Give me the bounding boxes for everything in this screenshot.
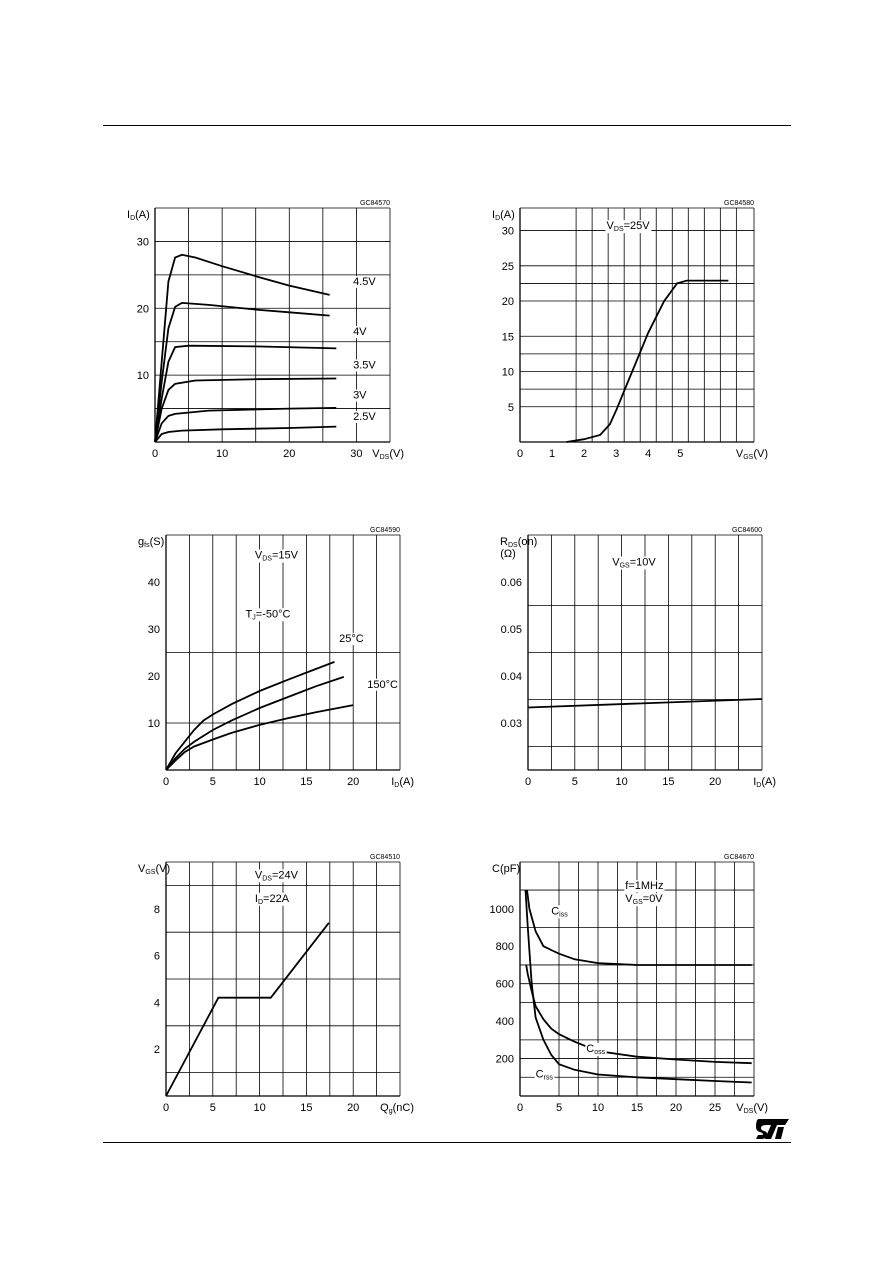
figure-code: GC84580	[724, 200, 754, 207]
y-tick-label: 0.04	[500, 671, 522, 683]
x-tick-label: 30	[350, 448, 363, 460]
x-tick-label: 10	[216, 448, 229, 460]
curve-annotation: VGS=10V	[612, 556, 656, 570]
y-tick-label: 25	[501, 260, 514, 273]
y-tick-label: 800	[495, 941, 514, 954]
x-tick-label: 20	[347, 776, 360, 788]
series-line	[155, 303, 330, 442]
x-axis-label: ID(A)	[753, 776, 776, 789]
chart-transconductance	[138, 527, 414, 789]
x-tick-label: 5	[209, 1102, 216, 1114]
y-tick-label: 2	[153, 1044, 160, 1057]
curve-annotation: 150°C	[367, 678, 398, 691]
y-tick-label: 200	[495, 1053, 514, 1066]
y-tick-label: 0.03	[500, 718, 522, 730]
curve-annotation: f=1MHz	[625, 880, 664, 893]
series-line	[526, 965, 752, 1063]
y-tick-label: 30	[147, 624, 160, 636]
x-tick-label: 15	[630, 1102, 644, 1114]
x-tick-label: 0	[162, 776, 170, 788]
y-tick-label: 400	[495, 1016, 514, 1029]
y-tick-label: 5	[507, 401, 514, 414]
x-tick-label: 0	[151, 448, 159, 460]
x-tick-label: 3	[613, 448, 620, 460]
x-tick-label: 0	[516, 1102, 524, 1114]
x-tick-label: 15	[300, 776, 313, 788]
x-tick-label: 4	[645, 448, 652, 460]
x-tick-label: 5	[677, 448, 684, 460]
x-tick-label: 15	[300, 1102, 313, 1114]
y-tick-label: 1000	[489, 903, 514, 916]
y-tick-label: 10	[147, 718, 160, 730]
curve-annotation: ID=22A	[254, 892, 290, 906]
curve-annotation: 3V	[353, 389, 367, 402]
x-axis-label: ID(A)	[391, 776, 414, 789]
x-tick-label: 10	[615, 776, 628, 788]
x-tick-label: 20	[347, 1102, 360, 1114]
st-logo	[755, 1117, 791, 1141]
y-tick-label: 0.06	[500, 577, 522, 589]
y-tick-label: 600	[495, 978, 514, 991]
curve-annotation: TJ=-50°C	[245, 608, 291, 622]
x-axis-label: VDS(V)	[372, 448, 404, 461]
curve-annotation: 4.5V	[353, 275, 376, 288]
x-tick-label: 20	[709, 776, 722, 788]
figure-code: GC84670	[724, 854, 754, 861]
curve-annotation: Crss	[535, 1068, 553, 1082]
y-tick-label: 15	[501, 331, 514, 344]
y-tick-label: 20	[147, 671, 160, 683]
y-axis-label: C(pF)	[492, 863, 521, 875]
curve-annotation: VGS=0V	[625, 893, 663, 907]
x-axis-label: VDS(V)	[736, 1102, 768, 1115]
x-tick-label: 20	[669, 1102, 683, 1114]
y-axis-unit: (Ω)	[500, 548, 516, 560]
x-tick-label: 15	[662, 776, 675, 788]
curve-annotation: VDS=15V	[254, 549, 298, 563]
x-tick-label: 10	[253, 776, 266, 788]
y-axis-label: ID(A)	[127, 209, 150, 222]
figure-code: GC84600	[732, 527, 762, 534]
y-tick-label: 4	[153, 997, 160, 1010]
y-tick-label: 30	[136, 236, 149, 249]
x-tick-label: 5	[209, 776, 216, 788]
y-tick-label: 6	[153, 950, 160, 963]
x-tick-label: 20	[283, 448, 296, 460]
x-tick-label: 2	[581, 448, 588, 460]
curve-annotation: VDS=25V	[606, 220, 650, 234]
x-tick-label: 0	[524, 776, 532, 788]
series-line	[166, 662, 335, 770]
y-tick-label: 0.05	[500, 624, 522, 636]
series-line	[166, 923, 329, 1096]
y-axis-label: ID(A)	[492, 209, 515, 222]
x-tick-label: 0	[516, 448, 524, 460]
x-tick-label: 5	[571, 776, 578, 788]
x-tick-label: 10	[253, 1102, 266, 1114]
curve-annotation: 25°C	[339, 633, 364, 646]
chart-transfer-characteristics	[492, 200, 768, 461]
y-tick-label: 20	[136, 303, 149, 316]
figure-code: GC84590	[370, 527, 400, 534]
curve-annotation: VDS=24V	[254, 869, 298, 883]
x-tick-label: 10	[591, 1102, 605, 1114]
series-line	[526, 890, 752, 1082]
curve-annotation: Coss	[586, 1043, 606, 1057]
figure-code: GC84510	[370, 854, 400, 861]
y-tick-label: 10	[136, 370, 149, 383]
figure-code: GC84570	[360, 200, 390, 207]
y-tick-label: 40	[147, 577, 160, 589]
x-axis-label: VGS(V)	[735, 448, 768, 461]
x-tick-label: 0	[162, 1102, 170, 1114]
curve-annotation: 2.5V	[353, 410, 376, 423]
curve-annotation: 4V	[353, 326, 367, 339]
series-line	[166, 677, 344, 770]
y-tick-label: 20	[501, 296, 514, 309]
x-tick-label: 1	[548, 448, 556, 460]
y-axis-label: RDS(on)	[500, 536, 538, 549]
series-line	[155, 427, 336, 442]
y-tick-label: 30	[501, 225, 514, 238]
y-axis-label: VGS(V)	[138, 863, 171, 876]
x-tick-label: 25	[708, 1102, 722, 1114]
x-tick-label: 5	[555, 1102, 563, 1114]
curve-annotation: 3.5V	[353, 359, 376, 372]
curve-annotation: Ciss	[551, 905, 568, 919]
y-axis-label: gfs(S)	[138, 536, 165, 549]
x-axis-label: Qg(nC)	[380, 1102, 414, 1115]
y-tick-label: 10	[501, 366, 514, 379]
series-line	[155, 408, 336, 442]
y-tick-label: 8	[153, 903, 160, 916]
